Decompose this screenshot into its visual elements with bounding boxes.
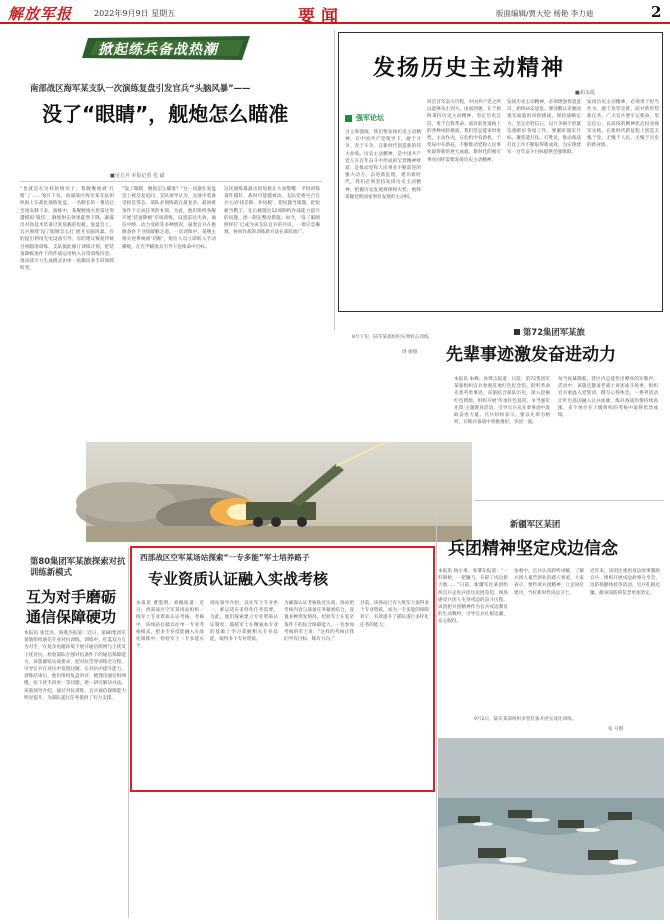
- story2-block: [446, 322, 664, 482]
- story5-kicker: 西部战区空军某场站探索“一专多能”军士培养路子: [140, 553, 310, 562]
- story1-block: [12, 30, 330, 466]
- photo1-credit: 周 俊摄: [402, 350, 418, 355]
- story2-col1: 本报讯 朱峰、孙博志报道：日前，第72集团军某旅组织官兵参观驻地红色纪念馆，聆听革命先辈英勇事迹。该旅结合部队历史，深入挖掘红色资源，组织开展‘传承红色基因、争当强军先锋’主题教育活动，引导官兵从先辈事迹中汲取奋进力量。官兵纷纷表示，要以先辈为榜样，在练兵备战中勇挑重担、争创一流。: [454, 377, 550, 426]
- story3-caption: 9月2日，陆军某部组织多型装备开展实战化训练。: [474, 717, 577, 722]
- story4-block: [24, 556, 128, 920]
- page-editors: 版面编辑/贾大伦 杨艳 李力迪: [496, 9, 594, 18]
- story3-kicker: 新疆军区某团: [510, 519, 561, 529]
- story5-col2: 场站领导介绍，以往军士专业单一，难以适应多样化任务需要。为此，他们探索建立专业资质认证制度，鼓励军士在精通本专业的基础上学习掌握相关专业技能，取得多个专业资质。: [210, 601, 278, 643]
- editorial-col4: 发扬历史主动精神，必须勇于担当作为，敢于攻坚克难。面对新形势新任务，广大官兵要牢记使命，坚定信心，以昂扬的精神状态投身强军实践，在新时代新征程上创造无愧于党、无愧于人民、无愧于历史的新业绩。: [587, 100, 659, 149]
- banner-text: 掀起练兵备战热潮: [98, 42, 218, 58]
- editorial-tag: [345, 113, 384, 123]
- story2-title: 先辈事迹激发奋进动力: [446, 345, 616, 365]
- story5-title: 专业资质认证融入实战考核: [148, 570, 329, 588]
- photo1-caption: 8月下旬，陆军某旅组织实弹射击训练。: [352, 335, 434, 340]
- story3-col3: 近年来，该团注重用身边故事激励官兵，组织开展戍边故事分享会、边防执勤体验等活动，官兵扎根边疆、献身国防的信念更加坚定。: [590, 569, 660, 596]
- amphibious-photo-icon: [438, 738, 664, 920]
- story5-block: [134, 550, 431, 788]
- editorial-col1: 习主席强调，我们要发扬历史主动精神，在中国共产党领导下，敢于斗争，善于斗争，在新时代创造新的伟大业绩。历史主动精神，是中国共产党人在百年奋斗中形成的宝贵精神财富，是推动党和人民事业不断前进的强大动力。奋进新征程，建功新时代，我们必须坚持发扬历史主动精神，把握历史发展规律和大势，始终掌握党和国家事业发展的主动权。: [345, 130, 421, 200]
- editorial-author: ■胡永福: [575, 90, 595, 96]
- story4-title-line1: 互为对手磨砺: [26, 588, 117, 606]
- photo-amphibious: [438, 738, 664, 920]
- story1-col1: “也就是在这样的情况下，我舰舰炮被‘打瞎’了……”8月下旬，南部战区海军某支队组织海上实战化演练复盘，一名舰长的一番话让全场安静下来。演练中，某舰舰炮火控雷达突遭模拟‘毁伤’，舰炮射击效果陡然下降，暴露出对高技术装备过度依赖的短板。复盘会上，官兵围绕‘没了眼睛怎么打’展开头脑风暴。有的提出利用光电设备引导，有的建议恢复传统目视瞄准训练。支队据此修订训练计划，把装备降级条件下的作战运用纳入日常训练内容，推动战斗力生成模式由单一依赖向多手段保障转变。: [20, 187, 114, 272]
- story4-col1: 本报讯 张佳浩、鲁燕杰报道：近日，第80集团军某旅组织通信专业对抗训练。训练中，红蓝双方互为对手，在复杂电磁环境下展开通信组网与干扰反干扰对抗，检验部队在强对抗条件下的通信保障能力。该旅紧贴实战要求，把对抗贯穿训练全过程，引导官兵在对抗中发现问题、在对抗中提升能力。训练结束后，他们组织复盘讲评，梳理出通信组网慢、抗干扰手段单一等问题，逐一研究解决办法。该旅领导介绍，通过对抗训练，官兵通信保障能力明显提升，为部队遂行任务提供了有力支撑。: [24, 631, 126, 701]
- story5-col3: 为确保认证考核贴近实战，场站把考核内容与战备任务紧密结合，设置多种突发情况，检验军士在复杂条件下的综合保障能力。一名参加考核的军士说：“这样的考核让我们学有目标、练有方向。”: [284, 601, 354, 643]
- story2-col2: 每当夜幕降临，营区内总能传出嘹亮的军歌声。活动中，该旅还邀请老战士讲述战斗故事，组织官兵重温入党誓词、撰写心得体会。一系列活动让红色基因融入官兵血脉，练兵备战热情持续高涨，多个单位在上级组织的考核中取得优异成绩。: [558, 377, 658, 419]
- story1-kicker: 南部战区海军某支队一次演练复盘引发官兵“头脑风暴”——: [30, 83, 251, 93]
- issue-date: 2022年9月9日 星期五: [94, 9, 176, 18]
- story5-col4: 目前，该场站已有大批军士取得多个专业资质，成为一专多能的保障骨干，有效提升了部队遂行多样化任务的能力。: [360, 601, 429, 628]
- masthead: 解放军报: [8, 5, 73, 23]
- editorial-col2: 回首百年奋斗历程，中国共产党之所以能够从小到大、由弱到强，在于始终秉持历史主动精神，坚定历史自信，勇于自我革命。面对前进道路上的各种风险挑战，我们党总能审时度势、主动作为，在危机中育新机、于变局中开新局，不断推动党和人民事业取得新的更大成就。新时代的强军事业同样需要发扬历史主动精神。: [427, 100, 501, 163]
- story1-col2: “没了眼睛，舰炮怎么瞄准？”这一问题在复盘会上被反复追问。支队领导认为，实战中装备受损是常态，部队必须练就在最复杂、最困难条件下完成任务的本领。为此，他们组织各舰开展‘装备降级’专项训练，设置雷达失效、通信中断、动力受损等多种情况，逼着官兵在极限条件下寻找破解之道。一次训练中，某舰主炮火控系统被‘切断’，炮位人员立即转入手动操炮，在光学瞄准具引导下连续命中目标。: [122, 187, 216, 250]
- editorial-tag-label: 强军论坛: [356, 114, 384, 122]
- story3-col2: 参观中，官兵认真聆听讲解，了解兵团人艰苦创业的感人事迹。大家表示，要传承兵团精神，立足岗位建功，当好新时代戍边卫士。: [514, 569, 584, 596]
- banner: [82, 36, 252, 60]
- section-title: 要闻: [298, 7, 344, 27]
- story1-byline: ■吴方兵 本报记者 毛 斌: [110, 173, 165, 179]
- rocket-launch-photo-icon: [86, 442, 472, 542]
- story3-title: 兵团精神坚定戍边信念: [448, 539, 618, 559]
- story3-block: [438, 512, 664, 625]
- story5-col1: 本报讯 曹墨明、刘佩报道：近日，西部战区空军某场站组织一线军士专业资质认证考核。考核中，该场站打破以往单一专业考核模式，把多专业技能融入实战化演练中，检验军士一专多能水平。: [136, 601, 204, 650]
- editorial-block: [338, 32, 663, 312]
- story1-title: 没了“眼睛”，舰炮怎么瞄准: [42, 102, 289, 126]
- square-bullet-icon: [514, 329, 520, 335]
- editorial-title: 发扬历史主动精神: [373, 56, 566, 81]
- editorial-col3: 发扬历史主动精神，必须增强忧患意识，始终居安思危。要清醒认识强国强军面临的风险挑战，保持战略定力，坚定必胜信心，以只争朝夕的紧迫感抓好各项工作。要紧盯强军目标，聚焦能打仗、打胜仗，推动备战打仗工作不断取得新成效，为实现建军一百年奋斗目标提供坚强保障。: [507, 100, 581, 156]
- story2-kicker: [514, 326, 585, 338]
- story2-kicker-text: 第72集团军某旅: [523, 327, 585, 337]
- page-number: 2: [651, 3, 662, 21]
- story4-title-line2: 通信保障硬功: [26, 608, 117, 626]
- story3-col1: 本报讯 杨小勇、张肇东报道：“一杆钢枪、一把镰刀，开辟了戍边新天地……”日前，新疆军区某团组织官兵走进兵团历史展览馆，现场感受兵团人屯垦戍边的奋斗历程。该团把兵团精神作为官兵戍边教育的生动教材，引导官兵扎根边疆、安心服役。: [438, 569, 508, 625]
- photo-rocket-launch: [86, 442, 472, 542]
- story1-col3: 这次演练暴露出的短板让大家警醒：平时训练条件越好，战时可能越被动。支队党委号召官兵主动‘找差距、补短板’，把问题当课题，把短板当靶子，先后梳理出12项制约作战能力提升的问题，逐一制定整改措施。如今，‘没了眼睛照样打’已成为该支队官兵的共识，一批应急操炮、协同作战的训练新方法在部队推广。: [224, 187, 320, 236]
- story4-kicker: 第80集团军某旅探索对抗训练新模式: [30, 556, 126, 577]
- story3-credit: 张 号摄: [608, 727, 624, 732]
- star-icon: [345, 115, 352, 122]
